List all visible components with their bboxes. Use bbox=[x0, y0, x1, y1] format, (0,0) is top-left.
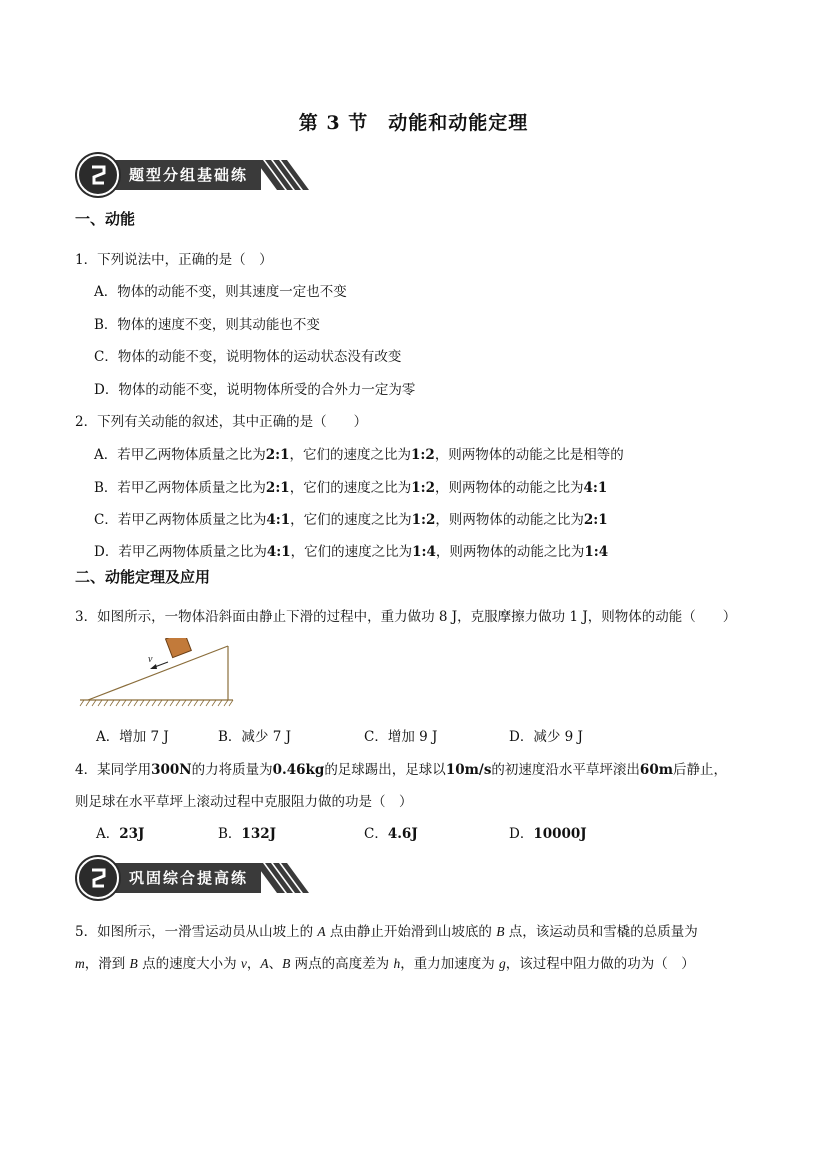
question-4-stem-line1: 4．某同学用300N的力将质量为0.46kg的足球踢出，足球以10m/s的初速度沿水平草坪滚出60m后静止， bbox=[75, 762, 727, 778]
section-heading-kinetic-energy: 一、动能 bbox=[75, 210, 136, 228]
question-1-option-a: A．物体的动能不变，则其速度一定也不变 bbox=[94, 284, 347, 300]
question-3-option-c: C．增加 9 J bbox=[364, 729, 438, 745]
section-banner-advanced bbox=[77, 857, 309, 899]
banner-badge-icon bbox=[77, 857, 119, 899]
question-3-option-d: D．减少 9 J bbox=[509, 729, 583, 745]
question-1-stem: 1．下列说法中，正确的是（ ） bbox=[75, 252, 273, 268]
question-1-option-d: D．物体的动能不变，说明物体所受的合外力一定为零 bbox=[94, 382, 416, 398]
question-3-option-a: A．增加 7 J bbox=[96, 729, 169, 745]
question-4-option-b: B．132J bbox=[218, 826, 276, 842]
question-4-option-d: D．10000J bbox=[509, 826, 587, 842]
question-2-option-a: A．若甲乙两物体质量之比为2:1，它们的速度之比为1:2，则两物体的动能之比是相等的 bbox=[94, 447, 624, 463]
banner-label: 巩固综合提高练 bbox=[129, 869, 249, 887]
question-4-option-a: A．23J bbox=[96, 826, 145, 842]
page-title: 第 3 节 动能和动能定理 bbox=[298, 112, 529, 134]
question-1-option-c: C．物体的动能不变，说明物体的运动状态没有改变 bbox=[94, 349, 402, 365]
banner-badge-icon bbox=[77, 154, 119, 196]
question-2-option-c: C．若甲乙两物体质量之比为4:1，它们的速度之比为1:2，则两物体的动能之比为2:1 bbox=[94, 512, 608, 528]
question-3-stem: 3．如图所示，一物体沿斜面由静止下滑的过程中，重力做功 8 J，克服摩擦力做功 1 J，则物体的动能（ ） bbox=[75, 609, 737, 625]
question-5-stem-line2: m，滑到 B 点的速度大小为 v，A、B 两点的高度差为 h，重力加速度为 g，该过程中阻力做的功为（ ） bbox=[75, 956, 695, 972]
question-3-option-b: B．减少 7 J bbox=[218, 729, 292, 745]
banner-label: 题型分组基础练 bbox=[129, 166, 249, 184]
question-2-option-d: D．若甲乙两物体质量之比为4:1，它们的速度之比为1:4，则两物体的动能之比为1:4 bbox=[94, 544, 609, 560]
section-banner-basic bbox=[77, 154, 309, 196]
incline-diagram bbox=[78, 638, 258, 708]
banner-stripes-icon bbox=[255, 160, 309, 190]
question-4-stem-line2: 则足球在水平草坪上滚动过程中克服阻力做的功是（ ） bbox=[75, 794, 413, 810]
section-heading-theorem: 二、动能定理及应用 bbox=[75, 568, 211, 586]
question-2-option-b: B．若甲乙两物体质量之比为2:1，它们的速度之比为1:2，则两物体的动能之比为4:1 bbox=[94, 480, 608, 496]
question-5-stem-line1: 5．如图所示，一滑雪运动员从山坡上的 A 点由静止开始滑到山坡底的 B 点，该运动员和雪橇的总质量为 bbox=[75, 924, 698, 940]
question-1-option-b: B．物体的速度不变，则其动能也不变 bbox=[94, 317, 320, 333]
velocity-label: v bbox=[148, 654, 153, 665]
banner-stripes-icon bbox=[255, 863, 309, 893]
question-4-option-c: C．4.6J bbox=[364, 826, 418, 842]
question-2-stem: 2．下列有关动能的叙述，其中正确的是（ ） bbox=[75, 414, 368, 430]
